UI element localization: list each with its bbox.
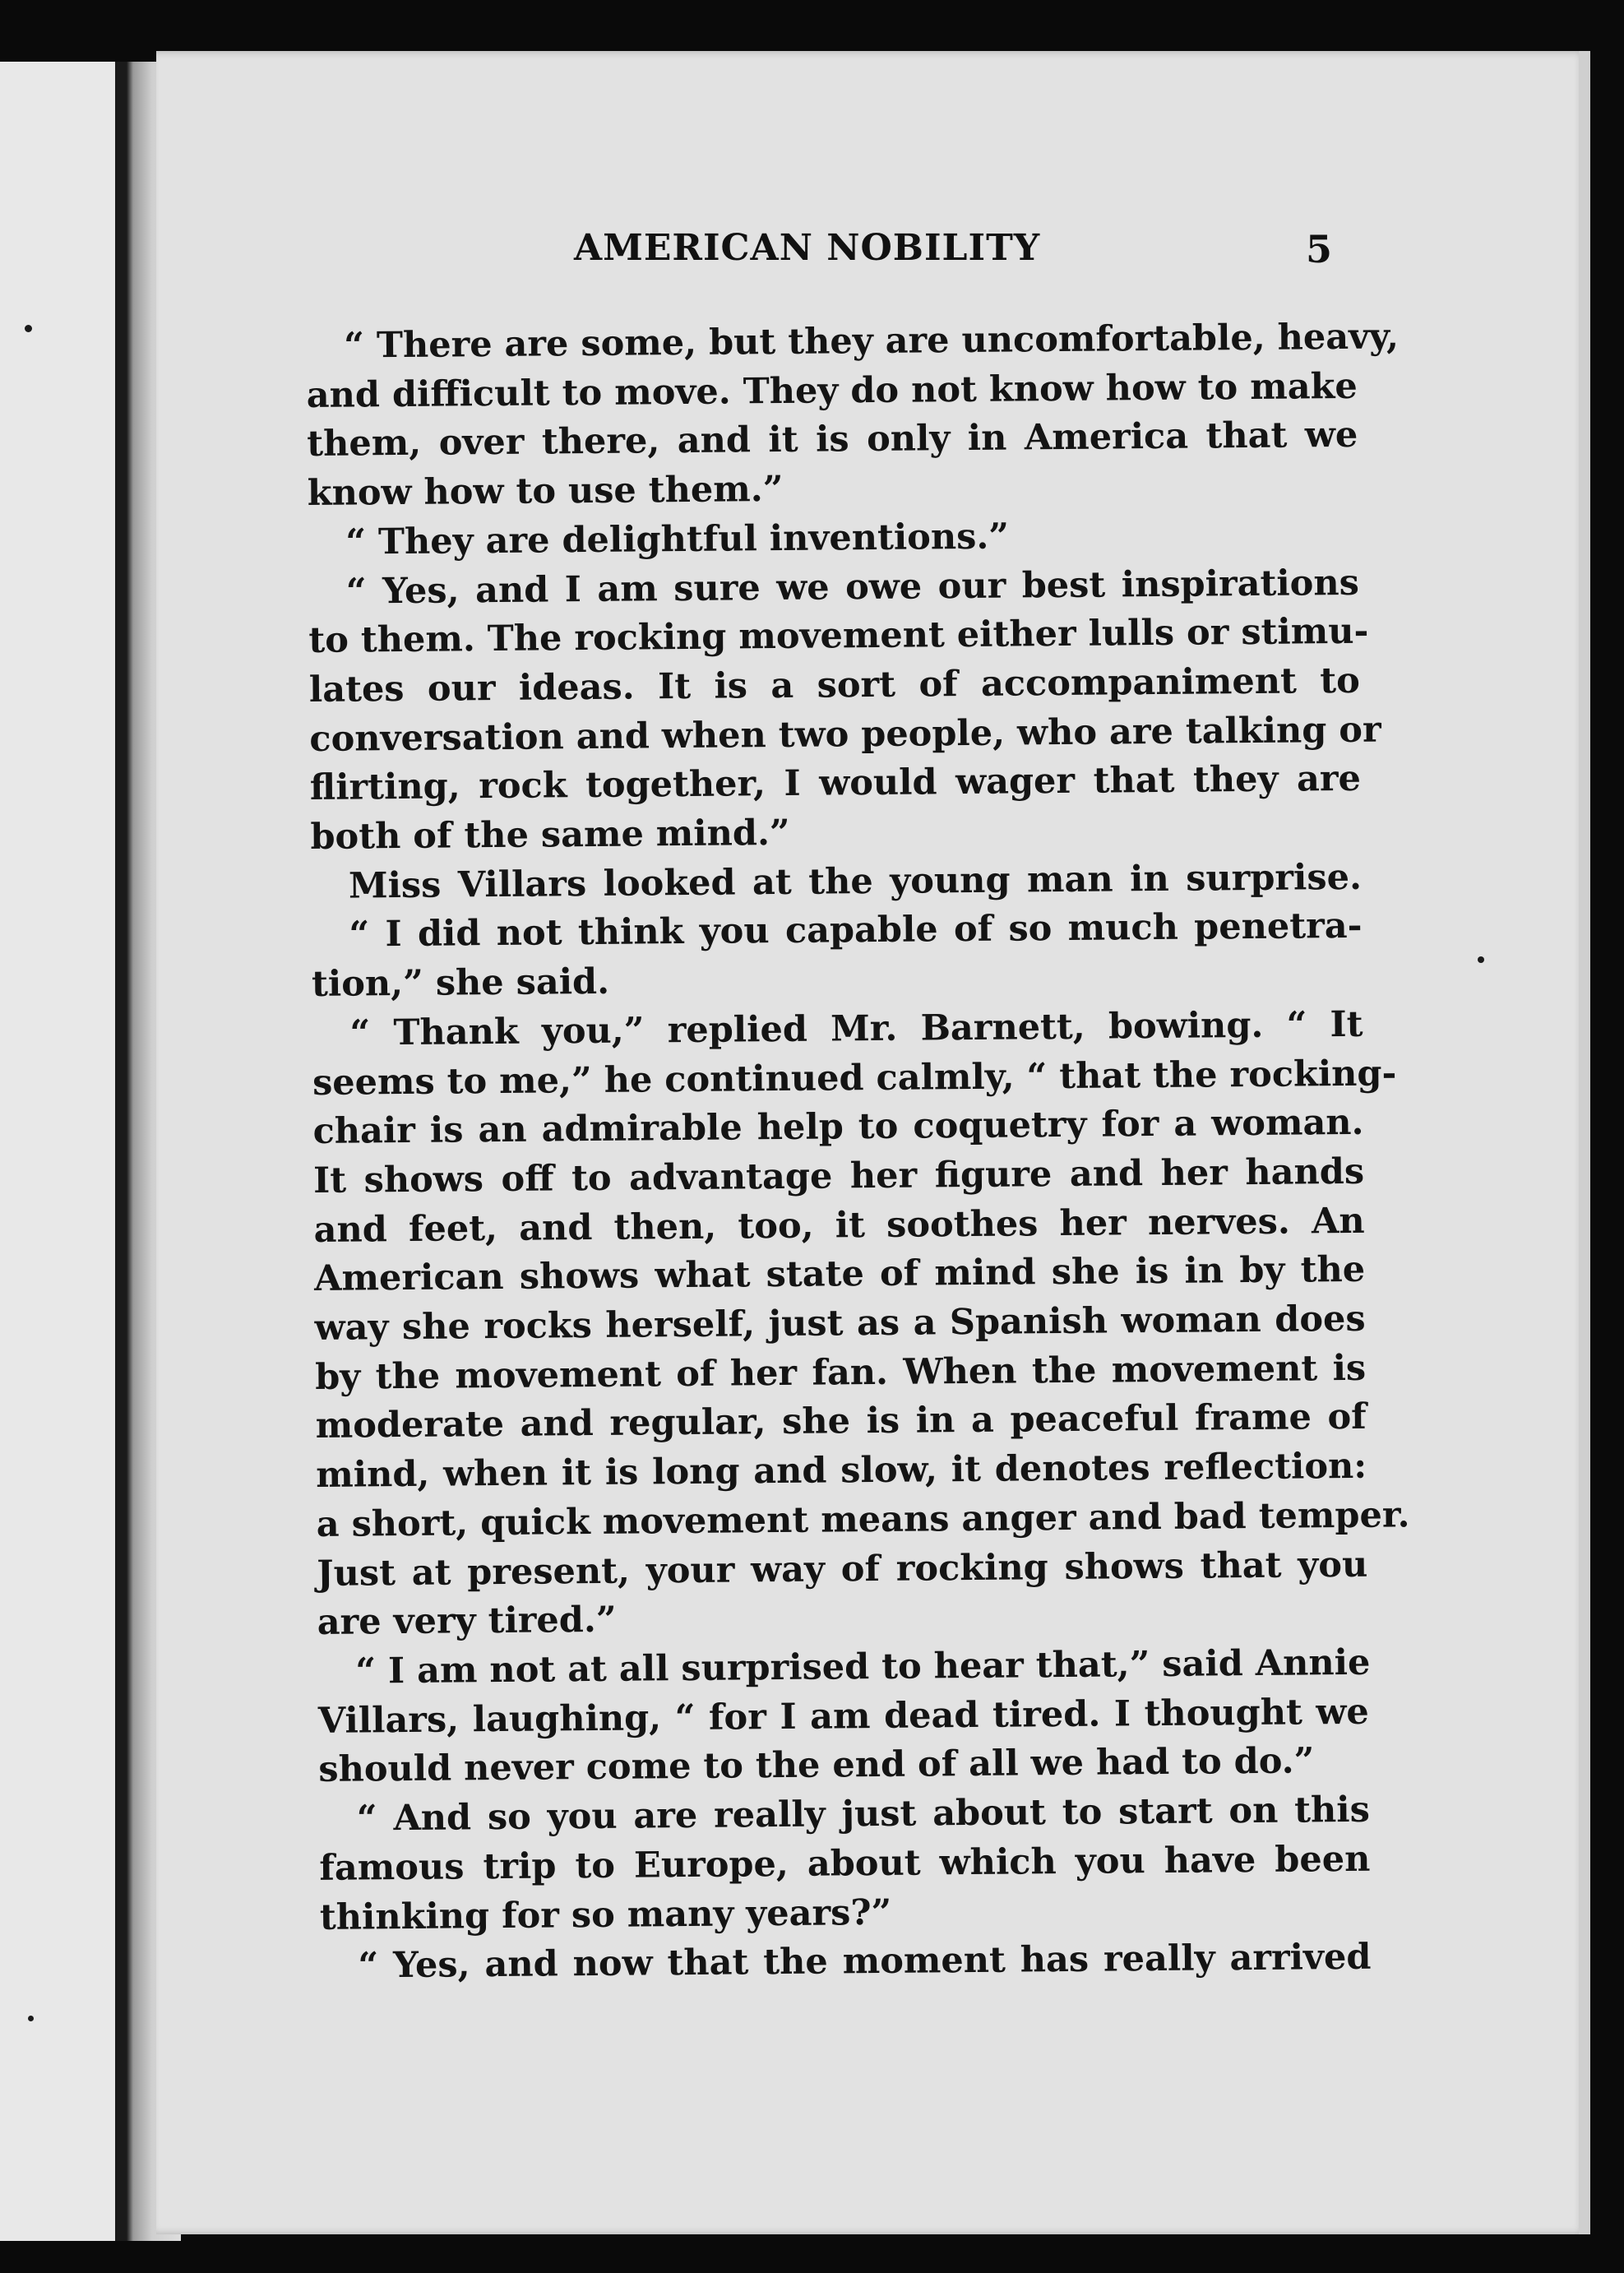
text-line: lates our ideas. It is a sort of accompaniment to <box>308 660 1361 711</box>
dust-speck <box>1478 956 1484 963</box>
text-line: “ There are some, but they are uncomfortable, heavy, <box>344 316 1400 367</box>
facing-page-edge <box>0 62 119 2241</box>
text-line: “ I did not think you capable of so much penetra- <box>349 905 1363 956</box>
text-line: It shows off to advantage her figure and her hands <box>312 1150 1365 1201</box>
running-title: AMERICAN NOBILITY <box>574 227 1041 269</box>
text-line: “ Thank you,” replied Mr. Barnett, bowing. “ It <box>349 1003 1363 1054</box>
text-line: way she rocks herself, just as a Spanish woman does <box>314 1298 1366 1349</box>
text-line: “ They are delightful inventions.” <box>345 516 1010 563</box>
text-line: them, over there, and it is only in America that we <box>307 414 1358 465</box>
text-line: “ I am not at all surprised to hear that,” said Annie <box>355 1641 1371 1692</box>
page-header <box>567 227 1332 276</box>
page-edge <box>1579 51 1590 2234</box>
page-number: 5 <box>1305 227 1332 271</box>
text-line: chair is an admirable help to coquetry for a woman. <box>312 1102 1364 1153</box>
text-line: “ Yes, and I am sure we owe our best inspirations <box>345 562 1360 613</box>
body-text <box>306 313 1410 1992</box>
text-line: “ Yes, and now that the moment has really arrived <box>358 1936 1372 1987</box>
text-line: know how to use them.” <box>307 469 784 515</box>
text-line: moderate and regular, she is in a peaceful frame of <box>315 1396 1367 1447</box>
text-line: thinking for so many years?” <box>319 1891 892 1938</box>
dust-speck <box>25 325 32 332</box>
text-line: famous trip to Europe, about which you have been <box>319 1838 1371 1889</box>
text-line: should never come to the end of all we had to do.” <box>318 1740 1315 1791</box>
text-line: and feet, and then, too, it soothes her nerves. An <box>313 1200 1365 1251</box>
text-line: to them. The rocking movement either lulls or stimu- <box>308 610 1369 662</box>
text-line: seems to me,” he continued calmly, “ that the rocking- <box>312 1053 1397 1104</box>
text-line: Just at present, your way of rocking shows that you <box>317 1544 1368 1595</box>
text-line: and difficult to move. They do not know how to make <box>306 365 1358 416</box>
dust-speck <box>28 2016 34 2021</box>
text-line: Miss Villars looked at the young man in surprise. <box>348 856 1363 907</box>
text-line: by the movement of her fan. When the movement is <box>314 1347 1367 1398</box>
text-line: both of the same mind.” <box>310 812 790 859</box>
text-line: American shows what state of mind she is in by the <box>313 1249 1366 1300</box>
text-line: tion,” she said. <box>311 961 610 1006</box>
text-line: are very tired.” <box>317 1599 617 1644</box>
text-line: “ And so you are really just about to start on this <box>356 1789 1371 1840</box>
text-line: conversation and when two people, who are talking or <box>309 709 1381 760</box>
text-line: a short, quick movement means anger and bad temper. <box>316 1494 1410 1545</box>
text-line: flirting, rock together, I would wager that they are <box>309 758 1362 809</box>
text-line: Villars, laughing, “ for I am dead tired. I thought we <box>317 1691 1370 1742</box>
text-line: mind, when it is long and slow, it denotes reflection: <box>316 1445 1367 1497</box>
